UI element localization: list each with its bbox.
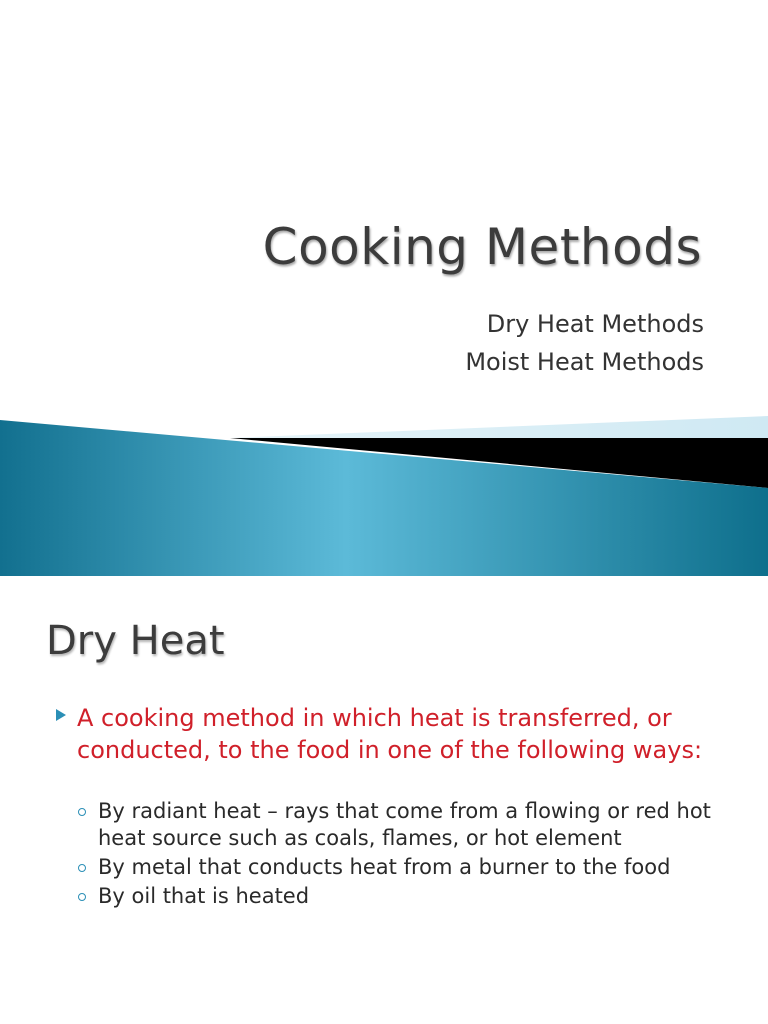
lead-paragraph: A cooking method in which heat is transferred, or conducted, to the food in one of the following ways: — [77, 704, 703, 764]
list-item — [98, 854, 718, 881]
circle-bullet-icon — [78, 864, 86, 872]
list-item-text: By oil that is heated — [98, 884, 310, 908]
list-item — [98, 798, 718, 852]
list-item-text: By radiant heat – rays that come from a flowing or red hot heat source such as coals, flames, or hot element — [98, 799, 711, 850]
content-slide — [0, 576, 768, 1024]
triangle-bullet-icon — [56, 709, 66, 721]
slide-title: Cooking Methods — [262, 218, 702, 276]
circle-bullet-icon — [78, 893, 86, 901]
list-item-text: By metal that conducts heat from a burner to the food — [98, 855, 671, 879]
list-item — [98, 883, 718, 910]
subtitle-dry-heat: Dry Heat Methods — [486, 310, 704, 338]
circle-bullet-icon — [78, 808, 86, 816]
band-light-strip — [230, 416, 768, 438]
subtitle-moist-heat: Moist Heat Methods — [465, 348, 704, 376]
sub-bullet-list — [98, 798, 718, 912]
slide-heading: Dry Heat — [46, 618, 225, 664]
decorative-blue-band — [0, 410, 768, 576]
